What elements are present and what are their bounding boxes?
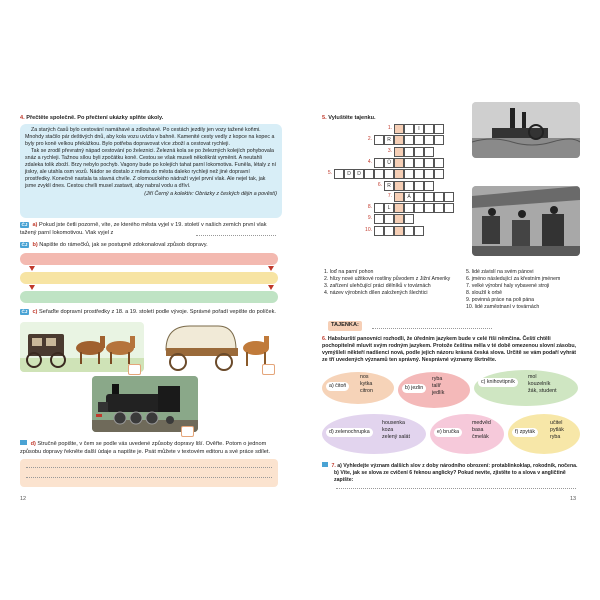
option-a-2[interactable]: kytka bbox=[360, 380, 373, 387]
crossword-cell[interactable] bbox=[424, 181, 434, 191]
crossword-cell[interactable] bbox=[394, 147, 404, 157]
crossword-cell[interactable]: D bbox=[354, 169, 364, 179]
crossword-cell[interactable] bbox=[334, 169, 344, 179]
crossword-cell[interactable] bbox=[394, 214, 404, 224]
options-e bbox=[472, 420, 491, 441]
task6-number: 6. bbox=[322, 336, 327, 342]
crossword-cell[interactable] bbox=[404, 135, 414, 145]
crossword-cell[interactable] bbox=[424, 158, 434, 168]
crossword-cell[interactable] bbox=[374, 135, 384, 145]
crossword-cell[interactable]: Ů bbox=[384, 158, 394, 168]
crossword-cell[interactable]: R bbox=[384, 135, 394, 145]
clue-4: 4. název výrobních dílen založených šlechtici bbox=[324, 290, 428, 297]
tajenka-row bbox=[328, 321, 578, 331]
crossword-cell[interactable] bbox=[374, 158, 384, 168]
transport-frame-2[interactable] bbox=[20, 272, 278, 284]
option-f-2[interactable]: pytlák bbox=[550, 426, 564, 433]
crossword-cell[interactable] bbox=[394, 169, 404, 179]
crossword-cell[interactable] bbox=[414, 147, 424, 157]
arrow-down-icon bbox=[268, 285, 274, 290]
crossword-cell[interactable] bbox=[414, 181, 424, 191]
task4d bbox=[20, 440, 282, 456]
task6 bbox=[322, 336, 580, 365]
arrow-down-icon bbox=[268, 266, 274, 271]
crossword-cell[interactable] bbox=[394, 203, 404, 213]
subject-badge-c: ČJ bbox=[21, 309, 28, 314]
crossword-cell[interactable] bbox=[404, 226, 414, 236]
options-a bbox=[360, 374, 373, 395]
crossword-cell[interactable] bbox=[444, 192, 454, 202]
clue-10: 10. lidé zaměstnaní v továrnách bbox=[466, 304, 540, 311]
story-paragraph-1: Za starých časů bylo cestování namáhavé a zdlouhavé. Po cestách jezdily jen vozy tažené koňmi. Mnohdy stačilo pár deštivých dnů, aby kola vozu uvízla v bahně. Kamenité cesty vedly z kopce na kopec a byly pro koně velkou překážkou. Bylo potřeba dopravovat více zboží a cestovat rychleji. bbox=[25, 127, 275, 147]
crossword-cell[interactable] bbox=[394, 158, 404, 168]
crossword-cell[interactable] bbox=[404, 124, 414, 134]
crossword-cell[interactable] bbox=[394, 192, 404, 202]
clues-right bbox=[466, 269, 586, 311]
task7-answer-line[interactable] bbox=[336, 488, 576, 489]
story-paragraph-2: Tak se zrodil převratný nápad cestování po železnici. Železná kola se po železných kolejích pohybovala snáz a rychleji. Tažnou sílou byli zpočátku koně. Cestou se však museli několikrát vyměnit. A neutahli zdaleka tolik zboží. Brzy nebylo pochyb. Vagony bude po kolejích tahat parní lokomotiva. Funěla, létaly z ní jiskry, ale utahla osm vozů. Nádor se dostalo z města do města daleko rychleji než jiné dopravní prostředky. Konečně nastala ta slavná chvíle. Z olomouckého nádraží vyjel první vlak. Ale nejel tak, jak jsme zvyklí dnes. Cestou chvíli musel zastavit, aby nabral vodu a dříví. bbox=[25, 147, 277, 189]
crossword-cell[interactable] bbox=[404, 169, 414, 179]
crossword-cell[interactable] bbox=[414, 203, 424, 213]
option-c-1[interactable]: mol bbox=[528, 374, 537, 380]
option-e-1[interactable]: medvěd bbox=[472, 420, 491, 426]
clue-8: 8. sloužil k orbě bbox=[466, 290, 503, 297]
crossword-cell[interactable] bbox=[374, 226, 384, 236]
order-box-carriage[interactable] bbox=[128, 364, 141, 375]
task4a-answer-line[interactable] bbox=[196, 235, 276, 236]
crossword-cell[interactable]: L bbox=[384, 203, 394, 213]
task4b-label: b) bbox=[32, 242, 38, 248]
task4c bbox=[20, 309, 282, 317]
task4c-label: c) bbox=[32, 309, 38, 315]
order-box-wagon[interactable] bbox=[262, 364, 275, 375]
crossword-cell[interactable] bbox=[424, 203, 434, 213]
option-b-2[interactable]: talíř bbox=[432, 382, 441, 389]
crossword-cell[interactable] bbox=[434, 124, 444, 134]
crossword-row-number: 4. bbox=[367, 158, 372, 165]
crossword-cell[interactable]: R bbox=[384, 181, 394, 191]
task7b-text: b) Víte, jak se slova ze cvičení 6 řeknou anglicky? Pokud nevíte, zjistěte to a slova v angličtině zapište: bbox=[334, 470, 566, 484]
crossword-cell[interactable] bbox=[384, 226, 394, 236]
crossword-row-number: 1. bbox=[387, 125, 392, 131]
crossword-cell[interactable]: I bbox=[414, 124, 424, 134]
option-f-3[interactable]: ryba bbox=[550, 433, 561, 440]
crossword-cell[interactable] bbox=[404, 203, 414, 213]
task4d-text: Stručně popište, v čem se podle vás uvedené způsoby dopravy liší. Ověřte. Potom o jednom způsobu dopravy řekněte další údaje a napište je. Psát můžete v textovém editoru a své práce sdílet. bbox=[20, 441, 270, 455]
crossword-cell[interactable] bbox=[364, 169, 374, 179]
clue-6: 6. jméno následující za křestním jménem bbox=[466, 276, 561, 283]
option-d-3[interactable]: zelený salát bbox=[382, 433, 410, 440]
crossword-cell[interactable] bbox=[394, 226, 404, 236]
steamboat-image bbox=[472, 102, 580, 158]
tajenka-label: TAJENKA: bbox=[328, 321, 362, 331]
option-a-1[interactable]: nos bbox=[360, 374, 369, 380]
option-b-1[interactable]: ryba bbox=[432, 376, 443, 382]
arrow-down-icon bbox=[29, 285, 35, 290]
task4-number: 4. bbox=[20, 115, 25, 121]
crossword-cell[interactable] bbox=[374, 169, 384, 179]
order-box-locomotive[interactable] bbox=[181, 426, 194, 437]
crossword-cell[interactable] bbox=[424, 192, 434, 202]
answer-line[interactable] bbox=[26, 467, 272, 468]
crossword-cell[interactable] bbox=[414, 158, 424, 168]
book-icon bbox=[322, 462, 328, 467]
crossword-cell[interactable] bbox=[414, 226, 424, 236]
task4a-label: a) bbox=[32, 222, 38, 228]
task7 bbox=[322, 462, 584, 484]
crossword-cell[interactable] bbox=[404, 214, 414, 224]
arrow-down-icon bbox=[29, 266, 35, 271]
crossword-cell[interactable] bbox=[374, 203, 384, 213]
crossword-row-number: 10. bbox=[365, 226, 372, 233]
transport-frame-1[interactable] bbox=[20, 253, 278, 265]
word-e: e) bručka bbox=[434, 428, 462, 437]
task4a-text: Pokud jste četli pozorně, víte, ze kterého města vyjel v 19. století v našich zemích první vlak tažený parní lokomotivou. Vlak vyjel z bbox=[20, 222, 267, 236]
crossword-cell[interactable] bbox=[404, 181, 414, 191]
option-e-3[interactable]: čmelák bbox=[472, 433, 489, 440]
word-f: f) zpyták bbox=[512, 428, 538, 437]
crossword-row-number: 5. bbox=[327, 170, 332, 177]
crossword-row-number: 7. bbox=[387, 192, 392, 199]
tajenka-answer-line[interactable] bbox=[372, 328, 492, 329]
crossword-cell[interactable] bbox=[424, 169, 434, 179]
crossword-cell[interactable] bbox=[394, 135, 404, 145]
crossword-cell[interactable] bbox=[424, 124, 434, 134]
answer-line[interactable] bbox=[26, 477, 272, 478]
crossword-row-number: 8. bbox=[367, 204, 372, 211]
options-b bbox=[432, 376, 444, 397]
task4c-text: Seřaďte dopravní prostředky z 18. a 19. století podle vývoje. Správné pořadí vepište do políček. bbox=[38, 309, 276, 315]
crossword-cell[interactable] bbox=[414, 169, 424, 179]
option-b-3[interactable]: jedlík bbox=[432, 389, 445, 396]
crossword-cell[interactable] bbox=[434, 158, 444, 168]
steam-locomotive-image bbox=[92, 376, 198, 432]
options-d bbox=[382, 420, 410, 441]
option-c-3[interactable]: žák, student bbox=[528, 387, 557, 394]
task4d-answer-box[interactable] bbox=[20, 459, 278, 487]
crossword-cell[interactable]: Á bbox=[404, 192, 414, 202]
clue-3: 3. zařízení ulehčující práci dělníků v továrnách bbox=[324, 283, 431, 290]
story-author: (Jiří Černý a kolektiv: Obrázky z českých dějin a pověstí) bbox=[144, 190, 277, 197]
options-c bbox=[528, 374, 557, 395]
transport-frame-3[interactable] bbox=[20, 291, 278, 303]
option-e-2[interactable]: basa bbox=[472, 426, 484, 433]
word-d: d) zelenochrupka bbox=[326, 428, 373, 437]
crossword-cell[interactable] bbox=[384, 169, 394, 179]
crossword-row-number: 3. bbox=[387, 147, 392, 154]
crossword-cell[interactable] bbox=[424, 147, 434, 157]
task4d-label: d) bbox=[30, 441, 36, 447]
factory-image bbox=[472, 186, 580, 256]
options-f bbox=[550, 420, 564, 441]
crossword-row-number: 6. bbox=[377, 181, 382, 188]
covered-wagon-image bbox=[160, 320, 278, 372]
crossword-cell[interactable] bbox=[414, 192, 424, 202]
option-d-2[interactable]: koza bbox=[382, 426, 394, 433]
clue-7: 7. velké výrobní haly vybavené stroji bbox=[466, 283, 550, 290]
clue-1: 1. loď na parní pohon bbox=[324, 269, 374, 275]
subject-badge-b: ČJ bbox=[21, 242, 28, 247]
task5-header bbox=[322, 115, 376, 123]
word-b: b) jezlin bbox=[402, 384, 426, 393]
crossword-row-number: 9. bbox=[367, 215, 372, 222]
crossword-cell[interactable] bbox=[394, 124, 404, 134]
subject-badge: ČJ bbox=[21, 222, 28, 227]
option-f-1[interactable]: učitel bbox=[550, 420, 563, 426]
option-a-3[interactable]: citron bbox=[360, 387, 373, 394]
page-number-right: 13 bbox=[570, 496, 577, 502]
task6-text: Habsburští panovníci rozhodli, že úředním jazykem bude v celé říši němčina. Čeští chtěli pochopitelně mluvit svým rodným jazykem. Protože čeština měla v té době omezenou slovní zásobu, vymýšleli někteří nadšenci nová, podle jejich názoru krásná česká slova. Určitě se vám podaří vyhrát ze tří uvedených významů ten správný. Nesprávné významy škrtněte. bbox=[322, 336, 577, 364]
crossword-cell[interactable] bbox=[424, 135, 434, 145]
crossword-cell[interactable] bbox=[444, 203, 454, 213]
word-c: c) knihovtipník bbox=[478, 378, 518, 387]
clues-left bbox=[324, 269, 466, 297]
story-box bbox=[20, 124, 282, 218]
crossword-cell[interactable] bbox=[404, 158, 414, 168]
task7a-text: a) Vyhledejte význam dalších slov z doby národního obrození: protablinkoklap, rokodník, nočena. bbox=[337, 463, 578, 469]
crossword-cell[interactable] bbox=[434, 203, 444, 213]
task4-title: Přečtěte společně. Po přečtení ukázky splňte úkoly. bbox=[26, 115, 164, 121]
task5-number: 5. bbox=[322, 115, 327, 121]
option-c-2[interactable]: kouzelník bbox=[528, 380, 551, 387]
crossword-cell[interactable]: D bbox=[344, 169, 354, 179]
computer-icon bbox=[20, 440, 27, 445]
crossword-cell[interactable] bbox=[434, 192, 444, 202]
task4b bbox=[20, 242, 282, 250]
crossword-cell[interactable] bbox=[414, 135, 424, 145]
crossword-cell[interactable] bbox=[404, 147, 414, 157]
task4b-text: Napište do rámečků, jak se postupně zdokonaloval způsob dopravy. bbox=[39, 242, 208, 248]
crossword-cell[interactable] bbox=[394, 181, 404, 191]
clue-9: 9. povinná práce na poli pána bbox=[466, 297, 535, 304]
option-d-1[interactable]: housenka bbox=[382, 420, 405, 426]
page-number-left: 12 bbox=[20, 496, 27, 502]
crossword-cell[interactable] bbox=[374, 214, 384, 224]
task4-header bbox=[20, 115, 290, 123]
crossword-row-number: 2. bbox=[367, 136, 372, 143]
crossword-cell[interactable] bbox=[434, 169, 444, 179]
horse-carriage-image bbox=[20, 322, 144, 372]
word-a: a) čitoň bbox=[326, 382, 349, 391]
crossword-cell[interactable] bbox=[384, 214, 394, 224]
task5-title: Vyluštěte tajenku. bbox=[328, 115, 376, 121]
clue-2: 2. hlízy nové užitkové rostliny původem z Jižní Ameriky bbox=[324, 276, 451, 283]
word-group-c bbox=[474, 370, 578, 406]
task7-number: 7. bbox=[331, 463, 336, 469]
clue-5: 5. lidé závislí na svém pánovi bbox=[466, 269, 534, 275]
crossword-cell[interactable] bbox=[434, 135, 444, 145]
